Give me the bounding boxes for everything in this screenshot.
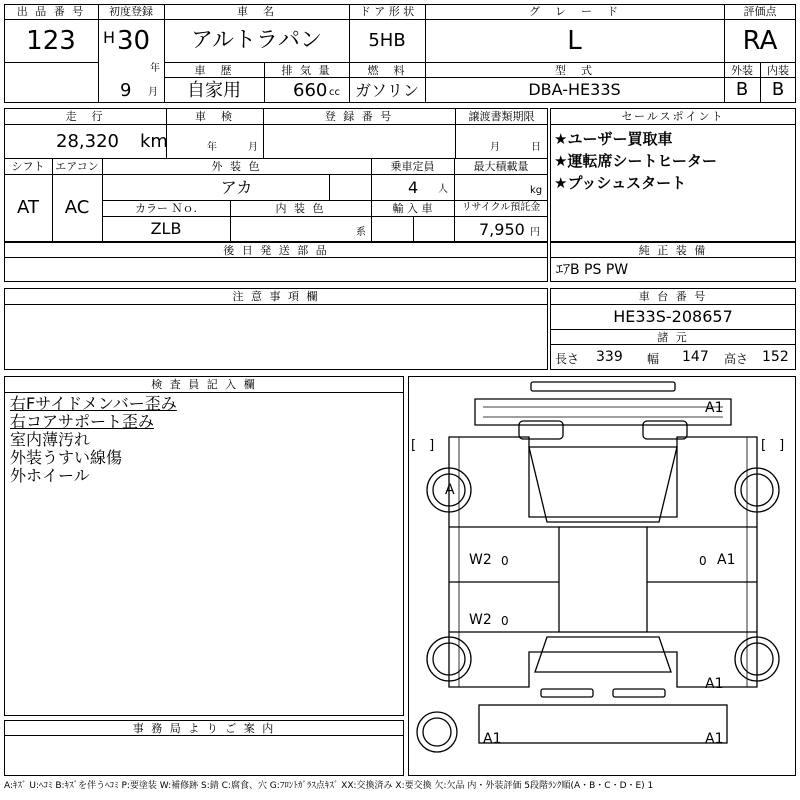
displacement-label: 排 気 量 [281, 64, 332, 77]
recycle-unit: 円 [530, 227, 540, 238]
chassis-no: HE33S-208657 [613, 307, 733, 326]
length-label: 長さ [555, 352, 580, 366]
car-name: アルトラパン [190, 28, 323, 53]
reg-year-unit: 年 [150, 63, 160, 74]
lot-no: 123 [26, 26, 76, 56]
grade: L [567, 26, 582, 56]
door-label: ド ア 形 状 [359, 5, 415, 18]
max-load-label: 最大積載量 [473, 160, 529, 173]
mark-bracket-left: [ ] [411, 438, 435, 453]
later-parts-label: 後 日 発 送 部 品 [223, 244, 329, 257]
first-reg-label: 初度登録 [109, 5, 153, 18]
length: 339 [596, 349, 623, 365]
fuel: ガソリン [354, 81, 419, 100]
inspection-month-unit: 月 [248, 142, 258, 153]
fuel-label: 燃 料 [367, 64, 407, 77]
car-name-label: 車 名 [237, 5, 276, 18]
displacement-unit: cc [329, 87, 340, 98]
ext-color-label: 外 装 色 [211, 160, 262, 173]
score: RA [742, 26, 778, 56]
import-label: 輸 入 車 [392, 202, 433, 215]
mark-bracket-right: [ ] [761, 438, 785, 453]
notes-label: 注 意 事 項 欄 [232, 290, 320, 303]
equipment: ｴｱB PS PW [556, 262, 629, 278]
lot-no-label: 出 品 番 号 [16, 5, 86, 18]
transfer-month-unit: 月 [490, 142, 500, 153]
recycle-label: リサイクル預託金 [461, 202, 541, 213]
dimensions-label: 諸 元 [657, 331, 689, 344]
chassis-no-label: 車 台 番 号 [638, 290, 708, 303]
reg-month-unit: 月 [148, 87, 158, 98]
capacity-unit: 人 [438, 184, 448, 195]
reg-no-label: 登 録 番 号 [324, 110, 394, 123]
damage-map [408, 376, 796, 776]
height-label: 高さ [724, 352, 749, 366]
shift: AT [17, 197, 39, 218]
mark-front-right-door-zero: 0 [699, 554, 707, 568]
max-load-unit: kg [530, 185, 543, 196]
color-no: ZLB [150, 219, 182, 238]
inspector-note-3: 室内薄汚れ [10, 430, 91, 449]
door-type: 5HB [368, 30, 406, 51]
legend: A:ｷｽﾞ U:ﾍｺﾐ B:ｷｽﾞを伴うﾍｺﾐ P:要塗装 W:補修跡 S:錆 C:腐食、穴 G:ﾌﾛﾝﾄｶﾞﾗｽ点ｷｽﾞ XX:交換済み X:要交換 欠:欠品 内・外装評価 5段階ﾗﾝｸ順(A・B・C・D・E) 1 [4, 781, 654, 791]
interior-score-label: 内装 [767, 64, 789, 77]
displacement: 660 [293, 80, 328, 101]
grade-label: グ レ ー ド [529, 5, 620, 18]
mark-front-left-door: W2 [469, 552, 492, 568]
sales-point-2: ★運転席シートヒーター [554, 152, 717, 170]
width-label: 幅 [647, 352, 660, 366]
mark-front-left-door-zero: 0 [501, 554, 509, 568]
interior-score: B [771, 79, 785, 100]
int-color-suffix: 系 [356, 227, 366, 238]
score-label: 評価点 [743, 5, 777, 18]
era: H [103, 28, 116, 47]
mileage-unit: km [140, 131, 168, 152]
color-no-label: カラー Ｎｏ. [135, 202, 197, 215]
height: 152 [762, 349, 789, 365]
history-label: 車 歴 [194, 64, 234, 77]
mark-rear-left-door: W2 [469, 612, 492, 628]
exterior-score: B [735, 79, 749, 100]
inspector-note-5: 外ホイール [10, 466, 90, 485]
inspector-note-4: 外装うすい線傷 [10, 448, 123, 467]
width: 147 [682, 349, 709, 365]
inspection-year-unit: 年 [207, 142, 217, 153]
capacity: 4 [408, 178, 419, 197]
sales-points-label: セールスポイント [621, 110, 725, 123]
int-color-label: 内 装 色 [275, 202, 326, 215]
inspector-note-1: 右Fサイドメンバー歪み [10, 394, 177, 413]
recycle-fee: 7,950 [479, 220, 525, 239]
transfer-docs-label: 譲渡書類期限 [468, 110, 535, 123]
exterior-score-label: 外装 [731, 64, 753, 77]
detail-block [4, 108, 548, 242]
mark-rear-left-door-zero: 0 [501, 614, 509, 628]
reg-year: 30 [117, 26, 151, 56]
aircon-label: エアコン [55, 160, 99, 173]
equipment-label: 純 正 装 備 [638, 244, 708, 257]
history: 自家用 [187, 80, 241, 101]
sales-point-3: ★プッシュスタート [554, 174, 687, 192]
shift-label: シフト [11, 160, 45, 173]
mark-rear-bumper-left: A1 [483, 731, 502, 747]
model-code: DBA-HE33S [528, 80, 621, 99]
inspector-note-2: 右コアサポート歪み [10, 412, 155, 431]
car-diagram [409, 377, 797, 777]
mark-rear-bumper-right: A1 [705, 731, 724, 747]
mark-front-right: A1 [705, 400, 724, 416]
mileage: 28,320 [56, 131, 119, 152]
inspection-label: 車 検 [195, 110, 234, 123]
mark-rear-right: A1 [705, 676, 724, 692]
mileage-label: 走 行 [65, 110, 105, 123]
reg-month: 9 [120, 80, 132, 101]
model-code-label: 型 式 [555, 64, 594, 77]
mark-wheel-front-left: A [445, 482, 455, 498]
inspector-label: 検 査 員 記 入 欄 [151, 378, 257, 391]
aircon: AC [64, 197, 90, 218]
ext-color: アカ [220, 178, 253, 197]
sales-point-1: ★ユーザー買取車 [554, 130, 673, 148]
transfer-day-unit: 日 [531, 142, 541, 153]
mark-front-right-door: A1 [717, 552, 736, 568]
capacity-label: 乗車定員 [390, 160, 435, 173]
office-label: 事 務 局 よ り ご 案 内 [132, 722, 276, 735]
